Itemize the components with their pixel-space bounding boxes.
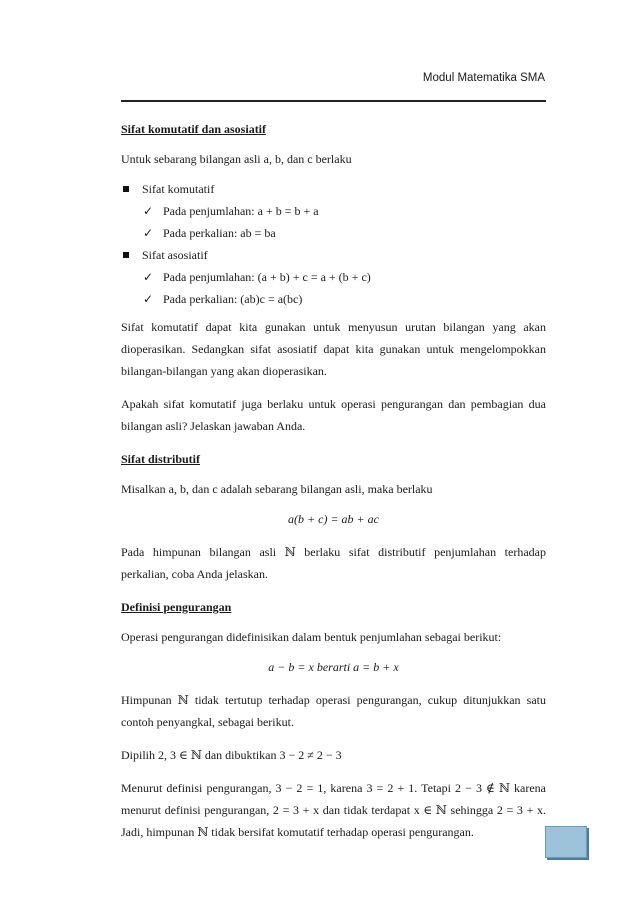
list-item — [142, 222, 546, 244]
sublist — [142, 200, 546, 244]
sublist-item-text: Pada perkalian: (ab)c = a(bc) — [163, 292, 303, 306]
heading-distributif: Sifat distributif — [121, 452, 201, 466]
paragraph-distributif-task: Pada himpunan bilangan asli ℕ berlaku sifat distributif penjumlahan terhadap perkalian, coba Anda jelaskan. — [121, 545, 546, 581]
heading-komutatif-asosiatif: Sifat komutatif dan asosiatif — [121, 122, 267, 136]
paragraph-question: Apakah sifat komutatif juga berlaku untuk operasi pengurangan dan pembagian dua bilangan asli? Jelaskan jawaban Anda. — [121, 397, 546, 433]
properties-list — [121, 178, 546, 310]
sublist-item-text: Pada perkalian: ab = ba — [163, 226, 276, 240]
paragraph-intro-3: Operasi pengurangan didefinisikan dalam bentuk penjumlahan sebagai berikut: — [121, 630, 502, 644]
page-number-badge — [545, 826, 587, 858]
checkmark-icon: ✓ — [143, 292, 154, 306]
list-item — [142, 288, 546, 310]
page-content — [121, 118, 546, 854]
paragraph-komutatif-explanation: Sifat komutatif dapat kita gunakan untuk menyusun urutan bilangan yang akan dioperasikan. Sedangkan sifat asosiatif dapat kita gunakan untuk mengelompokkan bilangan-bilangan yang akan dioperasikan. — [121, 320, 546, 378]
list-item — [121, 178, 546, 244]
list-item — [142, 266, 546, 288]
list-item-label: Sifat komutatif — [142, 182, 215, 196]
paragraph-intro-2: Misalkan a, b, dan c adalah sebarang bilangan asli, maka berlaku — [121, 482, 433, 496]
formula-distributif: a(b + c) = ab + ac — [288, 512, 379, 526]
sublist — [142, 266, 546, 310]
checkmark-icon: ✓ — [143, 226, 154, 240]
formula-pengurangan: a − b = x berarti a = b + x — [268, 660, 399, 674]
heading-definisi-pengurangan: Definisi pengurangan — [121, 600, 232, 614]
paragraph-proof: Menurut definisi pengurangan, 3 − 2 = 1, karena 3 = 2 + 1. Tetapi 2 − 3 ∉ ℕ karena menurut definisi pengurangan, 2 = 3 + x dan tidak terdapat x ∈ ℕ sehingga 2 = 3 + x. Jadi, himpunan ℕ tidak bersifat komutatif terhadap operasi pengurangan. — [121, 781, 546, 839]
paragraph-intro-1: Untuk sebarang bilangan asli a, b, dan c berlaku — [121, 152, 352, 166]
bullet-square-icon — [123, 252, 129, 258]
sublist-item-text: Pada penjumlahan: (a + b) + c = a + (b + c) — [163, 270, 371, 284]
bullet-square-icon — [123, 186, 129, 192]
running-header: Modul Matematika SMA — [422, 72, 545, 84]
sublist-item-text: Pada penjumlahan: a + b = b + a — [163, 204, 319, 218]
list-item — [121, 244, 546, 310]
checkmark-icon: ✓ — [143, 270, 154, 284]
header-rule — [121, 100, 546, 102]
list-item — [142, 200, 546, 222]
paragraph-counterexample: Dipilih 2, 3 ∈ ℕ dan dibuktikan 3 − 2 ≠ 2 − 3 — [121, 748, 342, 762]
checkmark-icon: ✓ — [143, 204, 154, 218]
paragraph-tidak-tertutup: Himpunan ℕ tidak tertutup terhadap operasi pengurangan, cukup ditunjukkan satu contoh penyangkal, sebagai berikut. — [121, 693, 546, 729]
list-item-label: Sifat asosiatif — [142, 248, 208, 262]
